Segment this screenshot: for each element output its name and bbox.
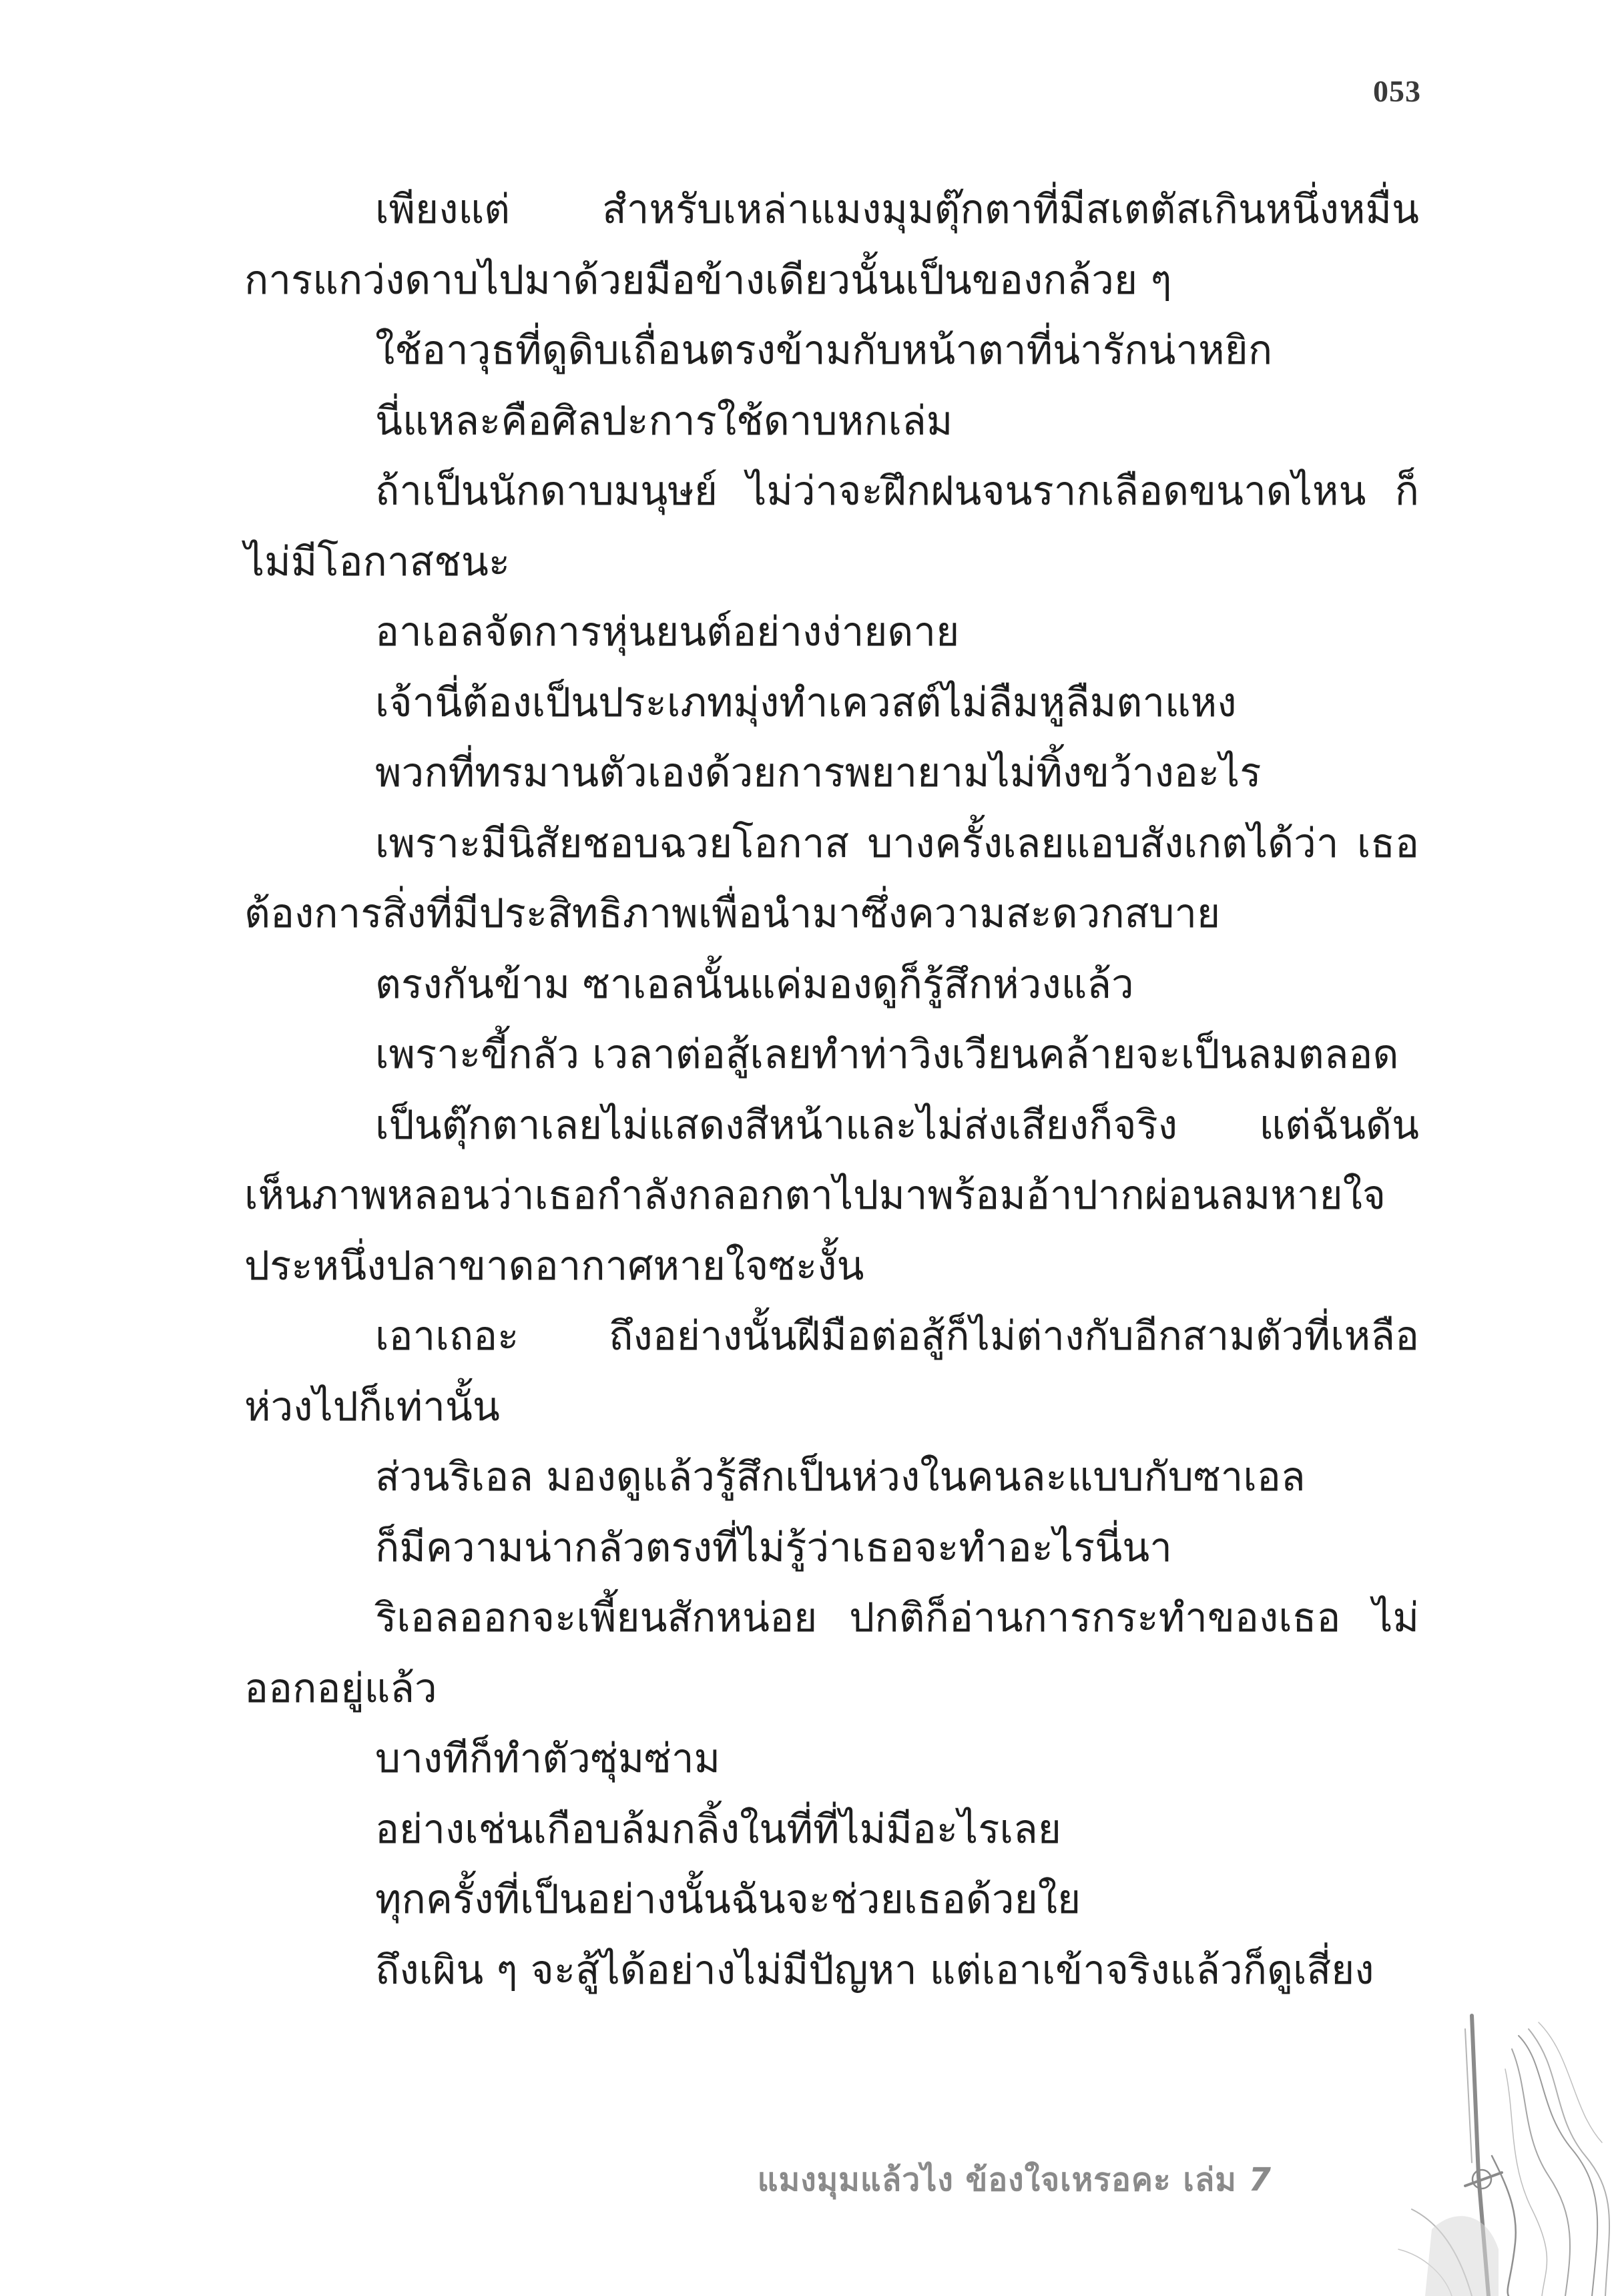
paragraph: เพราะมีนิสัยชอบฉวยโอกาส บางครั้งเลยแอบสังเกตได้ว่า เธอต้องการสิ่งที่มีประสิทธิภาพเพื่อนำมาซึ่งความสะดวกสบาย: [244, 820, 1419, 937]
paragraph: อาเอลจัดการหุ่นยนต์อย่างง่ายดาย: [375, 609, 960, 655]
paragraph: เพราะขี้กลัว เวลาต่อสู้เลยทำท่าวิงเวียนคล้ายจะเป็นลมตลอด: [375, 1031, 1399, 1078]
character-illustration: [1372, 2009, 1612, 2296]
paragraph: ใช้อาวุธที่ดูดิบเถื่อนตรงข้ามกับหน้าตาที่น่ารักน่าหยิก: [375, 327, 1273, 374]
paragraph: เพียงแต่ สำหรับเหล่าแมงมุมตุ๊กตาที่มีสเตตัสเกินหนึ่งหมื่น การแกว่งดาบไปมาด้วยมือข้างเดียวนั้นเป็นของกล้วย ๆ: [244, 186, 1419, 304]
paragraph: ถ้าเป็นนักดาบมนุษย์ ไม่ว่าจะฝึกฝนจนรากเลือดขนาดไหน ก็ไม่มีโอกาสชนะ: [244, 468, 1419, 585]
paragraph: พวกที่ทรมานตัวเองด้วยการพยายามไม่ทิ้งขว้างอะไร: [375, 750, 1262, 796]
paragraph: เจ้านี่ต้องเป็นประเภทมุ่งทำเควสต์ไม่ลืมหูลืมตาแหง: [375, 679, 1237, 726]
paragraph: เอาเถอะ ถึงอย่างนั้นฝีมือต่อสู้ก็ไม่ต่างกับอีกสามตัวที่เหลือ ห่วงไปก็เท่านั้น: [244, 1313, 1419, 1430]
book-title: แมงมุมแล้วไง ข้องใจเหรอคะ เล่ม: [757, 2161, 1237, 2199]
paragraph: ส่วนริเอล มองดูแล้วรู้สึกเป็นห่วงในคนละแบบกับซาเอล: [375, 1454, 1306, 1500]
paragraph: บางทีก็ทำตัวซุ่มซ่าม: [375, 1735, 721, 1782]
paragraph: นี่แหละคือศิลปะการใช้ดาบหกเล่ม: [375, 397, 953, 445]
body-text: [244, 175, 1419, 2006]
volume-number: 7: [1248, 2161, 1272, 2199]
paragraph: ริเอลออกจะเพี้ยนสักหน่อย ปกติก็อ่านการกระทำของเธอ ไม่ออกอยู่แล้ว: [244, 1595, 1419, 1712]
running-footer: [758, 2155, 1272, 2205]
paragraph: เป็นตุ๊กตาเลยไม่แสดงสีหน้าและไม่ส่งเสียงก็จริง แต่ฉันดัน เห็นภาพหลอนว่าเธอกำลังกลอกตาไปมาพร้อมอ้าปากผ่อนลมหายใจ ประหนึ่งปลาขาดอากาศหายใจซะงั้น: [244, 1101, 1419, 1289]
paragraph: อย่างเช่นเกือบล้มกลิ้งในที่ที่ไม่มีอะไรเลย: [375, 1805, 1061, 1853]
paragraph: ทุกครั้งที่เป็นอย่างนั้นฉันจะช่วยเธอด้วยใย: [375, 1876, 1081, 1923]
page-number: 053: [1373, 74, 1421, 108]
paragraph: ตรงกันข้าม ซาเอลนั้นแค่มองดูก็รู้สึกห่วงแล้ว: [375, 960, 1134, 1008]
paragraph: ก็มีความน่ากลัวตรงที่ไม่รู้ว่าเธอจะทำอะไรนี่นา: [375, 1524, 1172, 1571]
paragraph: ถึงเผิน ๆ จะสู้ได้อย่างไม่มีปัญหา แต่เอาเข้าจริงแล้วก็ดูเสี่ยง: [375, 1946, 1374, 1994]
